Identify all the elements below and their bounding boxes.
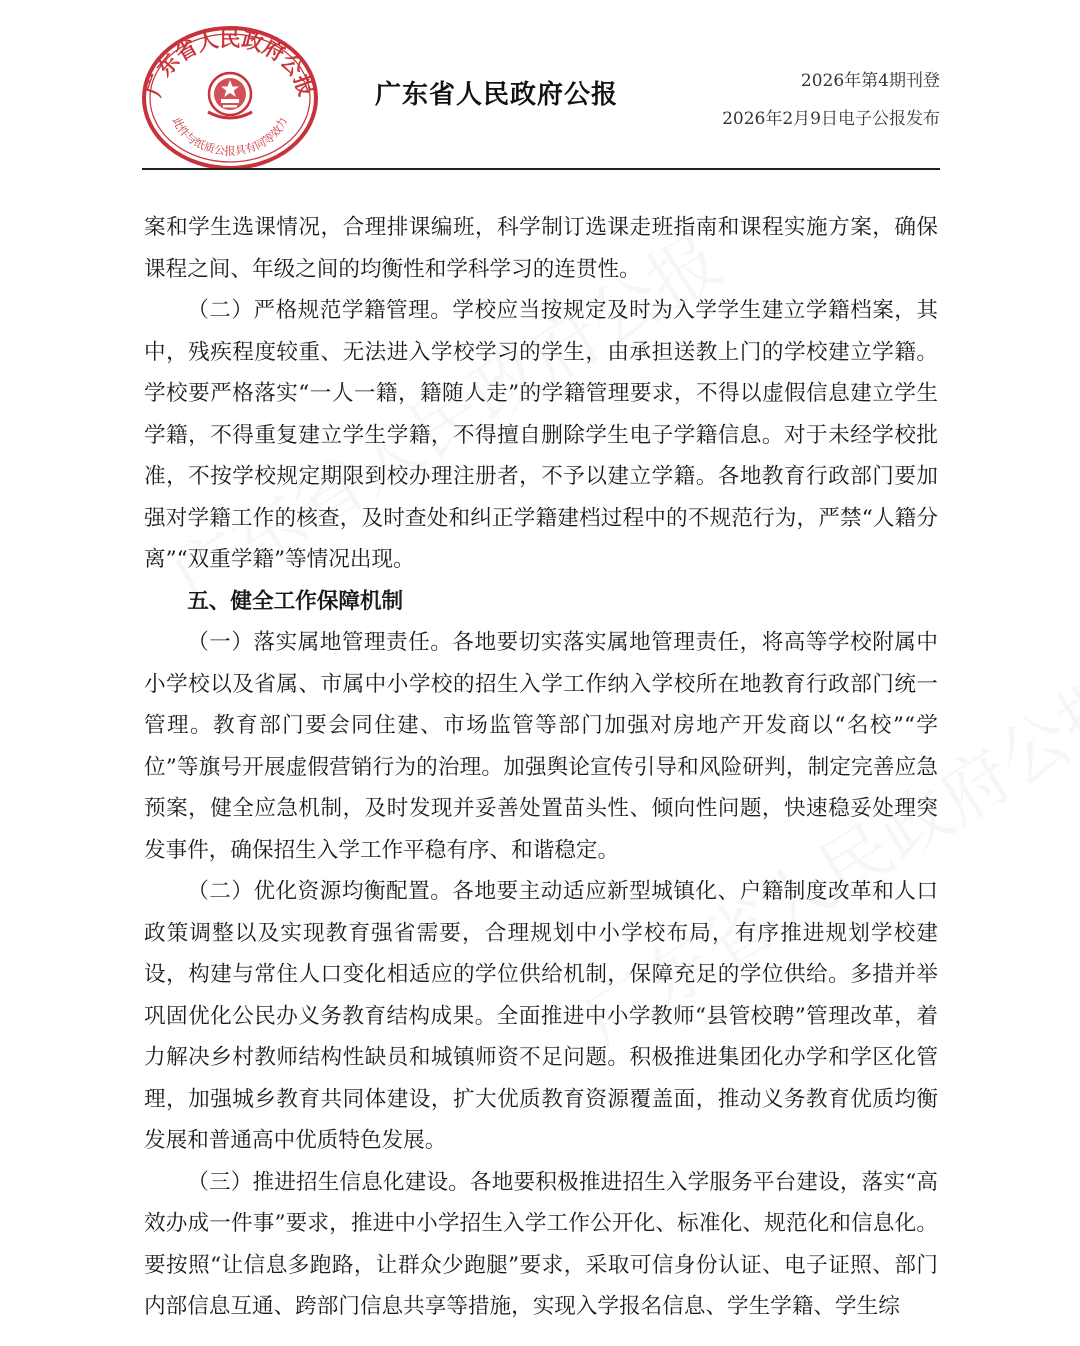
subsection-heading: （三）推进招生信息化建设。 [187, 1169, 471, 1195]
paragraph-text: 各地要切实落实属地管理责任，将高等学校附属中小学校以及省属、市属中小学校的招生入学工作纳入学校所在地教育行政部门统一管理。教育部门要会同住建、市场监管等部门加强对房地产开发商以“名校”“学位”等旗号开展虚假营销行为的治理。加强舆论宣传引导和风险研判，制定完善应急预案，健全应急机制，及时发现并妥善处置苗头性、倾向性问题，快速稳妥处理突发事件，确保招生入学工作平稳有序、和谐稳定。 [144, 630, 938, 863]
section-heading: 五、健全工作保障机制 [187, 588, 404, 614]
subsection-heading: （一）落实属地管理责任。 [187, 630, 453, 655]
paragraph [144, 871, 938, 1162]
publish-date: 2026年2月9日电子公报发布 [722, 109, 940, 129]
seal-outer-text: 广东省人民政府公报 [141, 27, 319, 100]
paragraph-text: 各地要主动适应新型城镇化、户籍制度改革和人口政策调整以及实现教育强省需要，合理规划中小学校布局，有序推进规划学校建设，构建与常住人口变化相适应的学位供给机制，保障充足的学位供给。多措并举巩固优化公民办义务教育结构成果。全面推进中小学教师“县管校聘”管理改革，着力解决乡村教师结构性缺员和城镇师资不足问题。积极推进集团化办学和学区化管理，加强城乡教育共同体建设，扩大优质教育资源覆盖面，推动义务教育优质均衡发展和普通高中优质特色发展。 [144, 879, 938, 1153]
seal-graphic [138, 22, 322, 174]
paragraph: 案和学生选课情况，合理排课编班，科学制订选课走班指南和课程实施方案，确保课程之间、年级之间的均衡性和学科学习的连贯性。 [144, 215, 938, 282]
header-divider [142, 168, 940, 170]
issue-number: 2026年第4期刊登 [800, 71, 940, 91]
paragraph [144, 1162, 938, 1328]
paragraph [144, 622, 938, 871]
paragraph-text: 各地要积极推进招生入学服务平台建设，落实“高效办成一件事”要求，推进中小学招生入学工作公开化、标准化、规范化和信息化。要按照“让信息多跑路，让群众少跑腿”要求，采取可信身份认证、电子证照、部门内部信息互通、跨部门信息共享等措施，实现入学报名信息、学生学籍、学生综 [144, 1169, 938, 1319]
official-seal [138, 22, 322, 174]
seal-inner-text: 此件与纸质公报具有同等效力 [170, 115, 290, 158]
subsection-heading: （二）严格规范学籍管理。 [187, 298, 453, 323]
bulletin-title: 广东省人民政府公报 [375, 80, 619, 110]
document-body [144, 207, 938, 1328]
subsection-heading: （二）优化资源均衡配置。 [187, 879, 453, 904]
paragraph [144, 290, 938, 581]
issue-info [722, 62, 940, 138]
paragraph-text: 学校应当按规定及时为入学学生建立学籍档案，其中，残疾程度较重、无法进入学校学习的学生，由承担送教上门的学校建立学籍。学校要严格落实“一人一籍，籍随人走”的学籍管理要求，不得以虚假信息建立学生学籍，不得重复建立学生学籍，不得擅自删除学生电子学籍信息。对于未经学校批准，不按学校规定期限到校办理注册者，不予以建立学籍。各地教育行政部门要加强对学籍工作的核查，及时查处和纠正学籍建档过程中的不规范行为，严禁“人籍分离”“双重学籍”等情况出现。 [144, 298, 938, 572]
national-emblem-icon [208, 73, 252, 118]
